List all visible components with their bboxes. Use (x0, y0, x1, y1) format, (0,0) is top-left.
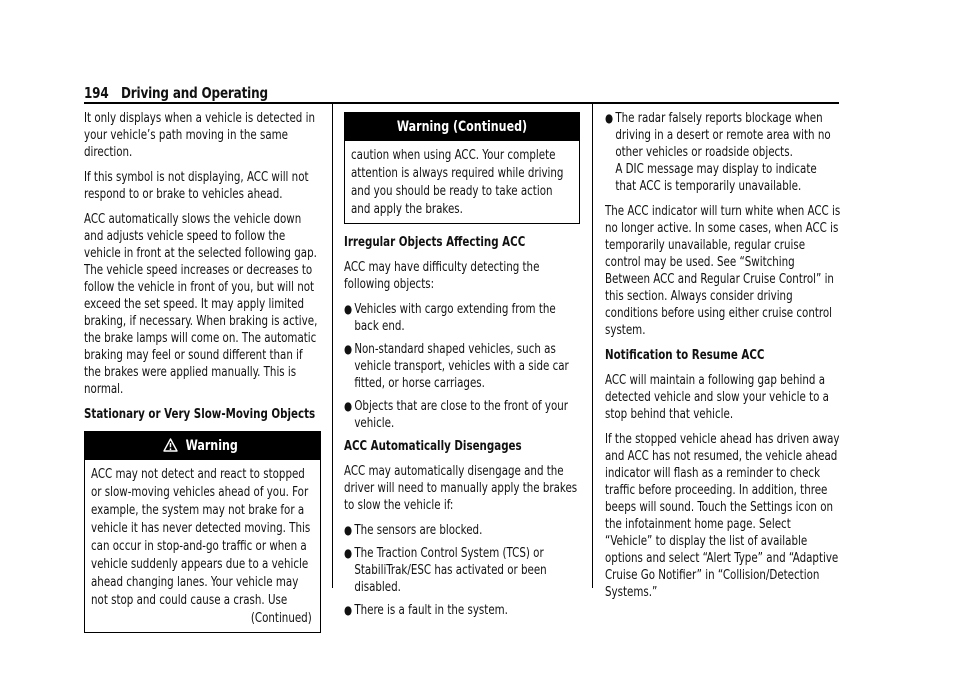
bullet-icon: ● (344, 399, 353, 413)
warning-title: Warning (185, 438, 239, 454)
bullet-icon: ● (605, 111, 614, 125)
list-item: ● Vehicles with cargo extending from the back end. (344, 302, 556, 334)
warning-header (85, 432, 320, 460)
warning-box (84, 431, 321, 633)
paragraph: ACC automatically slows the vehicle down and adjusts vehicle speed to follow the vehicle in front at the selected following gap. The vehicle speed increases or decreases to follow the vehicle in front of you, but will not exceed the set speed. It may apply limited braking, if necessary. When braking is active, the brake lamps will come on. The automatic braking may feel or sound different than if the brakes were applied manually. This is normal. (84, 212, 318, 397)
bullet-icon: ● (344, 302, 353, 316)
bullet-icon: ● (344, 342, 353, 356)
bullet-list (605, 110, 841, 195)
list-item: ● Objects that are close to the front of your vehicle. (344, 399, 569, 431)
bullet-list (344, 522, 580, 619)
column-divider (332, 104, 333, 588)
list-item: ● The radar falsely reports blockage when driving in a desert or remote area with no other vehicles or roadside objects. A DIC message may display to indicate that ACC is temporarily unavailable. (605, 111, 831, 194)
header-rule (84, 102, 839, 104)
warning-body (345, 141, 579, 223)
paragraph: ACC will maintain a following gap behind a detected vehicle and slow your vehicle to a stop behind that vehicle. (605, 373, 829, 422)
warning-header (345, 113, 579, 141)
list-item: ● The Traction Control System (TCS) or StabiliTrak/ESC has activated or been disabled. (344, 546, 547, 595)
paragraph: The ACC indicator will turn white when ACC is no longer active. In some cases, when ACC is temporarily unavailable, regular cruise control may be used. See “Switching Between ACC and Regular Cruise Control” in this section. Always consider driving conditions before using either cruise control system. (605, 204, 841, 338)
warning-text: ACC may not detect and react to stopped or slow-moving vehicles ahead of you. For example, the system may not brake for a vehicle it has never detected moving. This can occur in stop-and-go traffic or when a vehicle suddenly appears due to a vehicle ahead changing lanes. Your vehicle may not stop and could cause a crash. Use (91, 467, 311, 608)
list-item: ● The sensors are blocked. (344, 523, 483, 538)
warning-triangle-icon (163, 438, 178, 452)
subheading: ACC Automatically Disengages (344, 439, 522, 454)
paragraph: ACC may have difficulty detecting the following objects: (344, 260, 540, 292)
warning-box-continued (344, 112, 580, 224)
column-3 (605, 110, 841, 609)
paragraph: If this symbol is not displaying, ACC will not respond to or brake to vehicles ahead. (84, 170, 309, 202)
bullet-icon: ● (344, 523, 353, 537)
page-header (84, 83, 839, 102)
bullet-list (344, 301, 580, 432)
warning-text: caution when using ACC. Your complete attention is always required while driving and you should be ready to take action and apply the brakes. (351, 148, 564, 217)
subheading: Notification to Resume ACC (605, 348, 765, 363)
bullet-icon: ● (344, 546, 353, 560)
bullet-icon: ● (344, 603, 353, 617)
paragraph: It only displays when a vehicle is detected in your vehicle’s path moving in the same direction. (84, 111, 315, 160)
paragraph: If the stopped vehicle ahead has driven away and ACC has not resumed, the vehicle ahead indicator will flash as a reminder to check traffic before proceeding. In addition, three beeps will sound. Touch the Settings icon on the infotainment home page. Select “Vehicle” to display the list of available options and select “Alert Type” and “Adaptive Cruise Go Notifier” in “Collision/Detection Systems.” (605, 432, 840, 600)
subheading: Stationary or Very Slow-Moving Objects (84, 407, 316, 422)
column-divider (592, 104, 593, 588)
list-item: ● There is a fault in the system. (344, 603, 508, 618)
warning-title: Warning (Continued) (396, 119, 528, 135)
paragraph: ACC may automatically disengage and the driver will need to manually apply the brakes to slow the vehicle if: (344, 464, 578, 513)
list-item: ● Non-standard shaped vehicles, such as vehicle transport, vehicles with a side car fitted, or horse carriages. (344, 342, 569, 391)
page-number: 194 (84, 84, 109, 102)
column-2 (344, 112, 580, 625)
section-title: Driving and Operating (121, 84, 268, 102)
subheading: Irregular Objects Affecting ACC (344, 235, 526, 250)
warning-body (85, 460, 320, 632)
column-1 (84, 110, 321, 643)
continued-label: (Continued) (251, 611, 312, 626)
